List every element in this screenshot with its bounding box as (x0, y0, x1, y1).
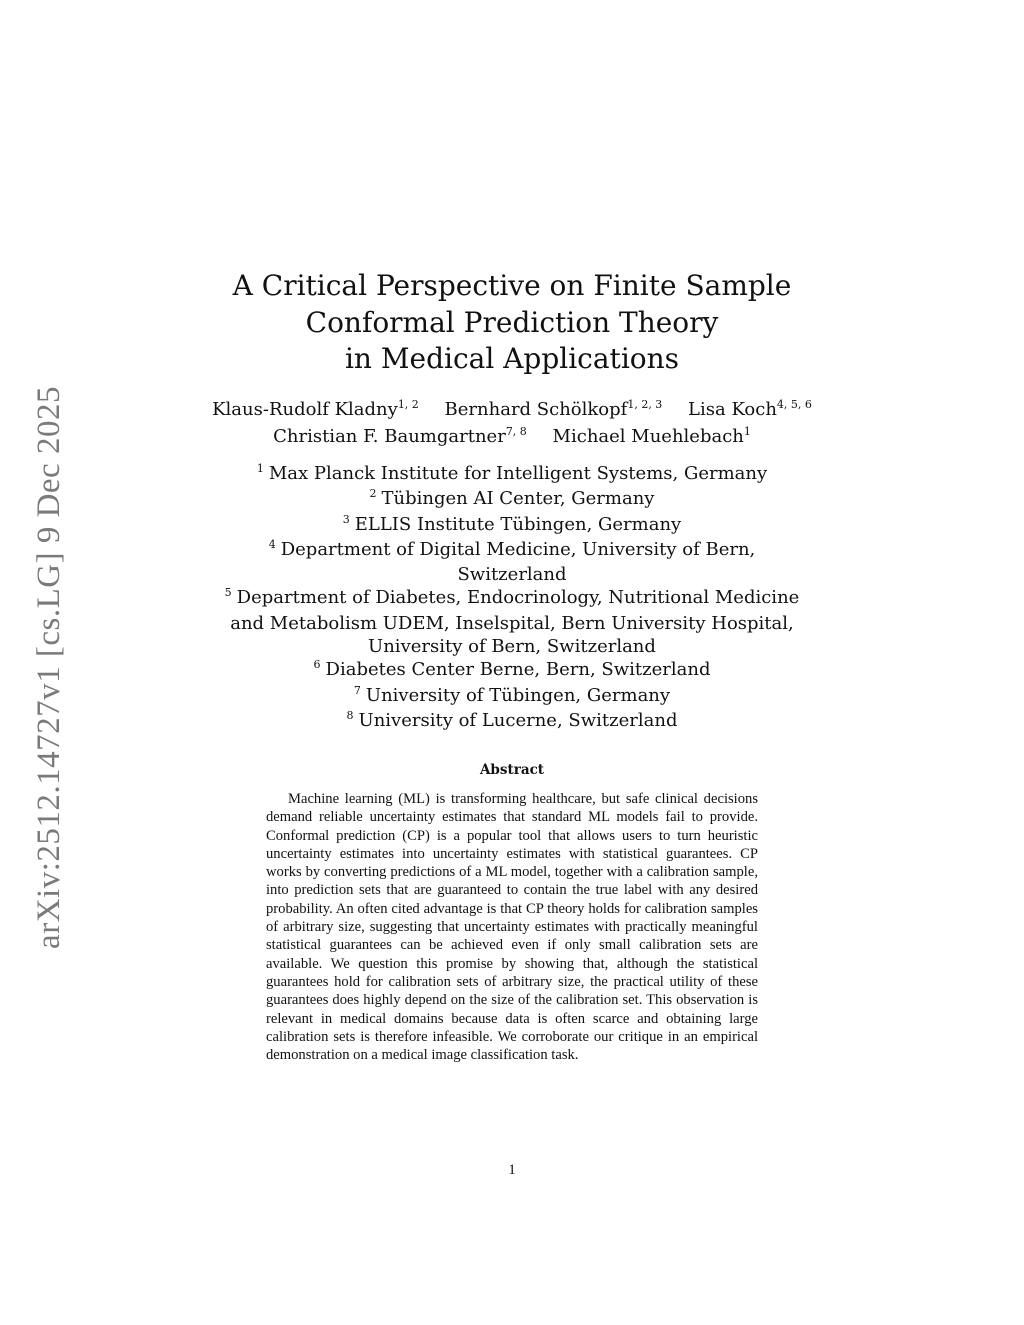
author-name: Lisa Koch (688, 399, 777, 420)
affiliation-number: 4 (268, 537, 276, 551)
author-line (0, 397, 1024, 424)
author-affiliation-marker: 1, 2, 3 (627, 398, 663, 411)
abstract-body: Machine learning (ML) is transforming healthcare, but safe clinical decisions demand reliable uncertainty estimates that standard ML models fail to provide. Conformal prediction (CP) is a popular tool that allows users to turn heuristic uncertainty estimates into uncertainty estimates with statistical guarantees. CP works by converting predictions of a ML model, together with a calibration sample, into prediction sets that are guaranteed to contain the true label with any desired probability. An often cited advantage is that CP theory holds for calibration samples of arbitrary size, suggesting that uncertainty estimates with practically meaningful statistical guarantees can be achieved even if only small calibration sets are available. We question this promise by showing that, although the statistical guarantees hold for calibration sets of arbitrary size, the practical utility of these guarantees does highly depend on the size of the calibration set. This observation is relevant in medical domains because data is often scarce and obtaining large calibration sets is therefore infeasible. We corroborate our critique in an empirical demonstration on a medical image classification task. (266, 791, 758, 1064)
affiliation (0, 658, 1024, 683)
affiliation-text: Department of Digital Medicine, University of Bern, (280, 538, 756, 560)
affiliation-list (0, 462, 1024, 734)
abstract-heading: Abstract (479, 762, 545, 778)
affiliation-number: 7 (353, 683, 361, 697)
affiliation (0, 684, 1024, 709)
author-affiliation-marker: 1, 2 (397, 398, 419, 411)
author-list (0, 397, 1024, 451)
affiliation-number: 1 (256, 462, 264, 475)
affiliation-text: Tübingen AI Center, Germany (381, 488, 655, 510)
affiliation-text: Switzerland (457, 564, 567, 586)
author-affiliation-marker: 1 (743, 425, 751, 438)
affiliation-continuation (0, 612, 1024, 635)
affiliation-text: University of Bern, Switzerland (368, 636, 656, 658)
author-name: Michael Muehlebach (552, 426, 744, 447)
affiliation-text: Department of Diabetes, Endocrinology, Nutritional Medicine (236, 587, 800, 609)
affiliation-text: University of Lucerne, Switzerland (358, 709, 678, 731)
affiliation (0, 709, 1024, 734)
affiliation-text: University of Tübingen, Germany (365, 684, 671, 706)
affiliation-text: Diabetes Center Berne, Bern, Switzerland (325, 659, 711, 681)
affiliation (0, 487, 1024, 512)
author (273, 424, 527, 451)
affiliation-number: 8 (346, 708, 354, 722)
author (445, 397, 663, 424)
affiliation-text: and Metabolism UDEM, Inselspital, Bern University Hospital, (230, 612, 794, 634)
author-name: Bernhard Schölkopf (444, 399, 628, 420)
author-line (0, 424, 1024, 451)
paper-title (0, 268, 1024, 378)
affiliation-text: ELLIS Institute Tübingen, Germany (354, 513, 682, 535)
author (553, 424, 751, 451)
affiliation-number: 3 (342, 512, 350, 526)
page-number: 1 (508, 1162, 516, 1178)
affiliation-continuation (0, 563, 1024, 586)
affiliation-text: Max Planck Institute for Intelligent Systems, Germany (268, 463, 768, 484)
author-affiliation-marker: 7, 8 (505, 425, 527, 438)
arxiv-stamp-text: arXiv:2512.14727v1 [cs.LG] 9 Dec 2025 (30, 385, 67, 949)
title-line: Conformal Prediction Theory (305, 305, 719, 339)
affiliation (0, 538, 1024, 563)
author-name: Klaus-Rudolf Kladny (212, 399, 398, 420)
title-line: in Medical Applications (344, 342, 680, 375)
affiliation-number: 2 (369, 487, 377, 501)
affiliation-number: 5 (224, 586, 232, 600)
author (688, 397, 812, 424)
affiliation (0, 586, 1024, 611)
author (212, 397, 419, 424)
author-name: Christian F. Baumgartner (273, 426, 506, 447)
affiliation-number: 6 (313, 658, 321, 672)
affiliation-continuation (0, 635, 1024, 658)
affiliation (0, 513, 1024, 538)
title-line: A Critical Perspective on Finite Sample (232, 269, 792, 302)
author-affiliation-marker: 4, 5, 6 (776, 398, 812, 411)
affiliation (0, 462, 1024, 487)
